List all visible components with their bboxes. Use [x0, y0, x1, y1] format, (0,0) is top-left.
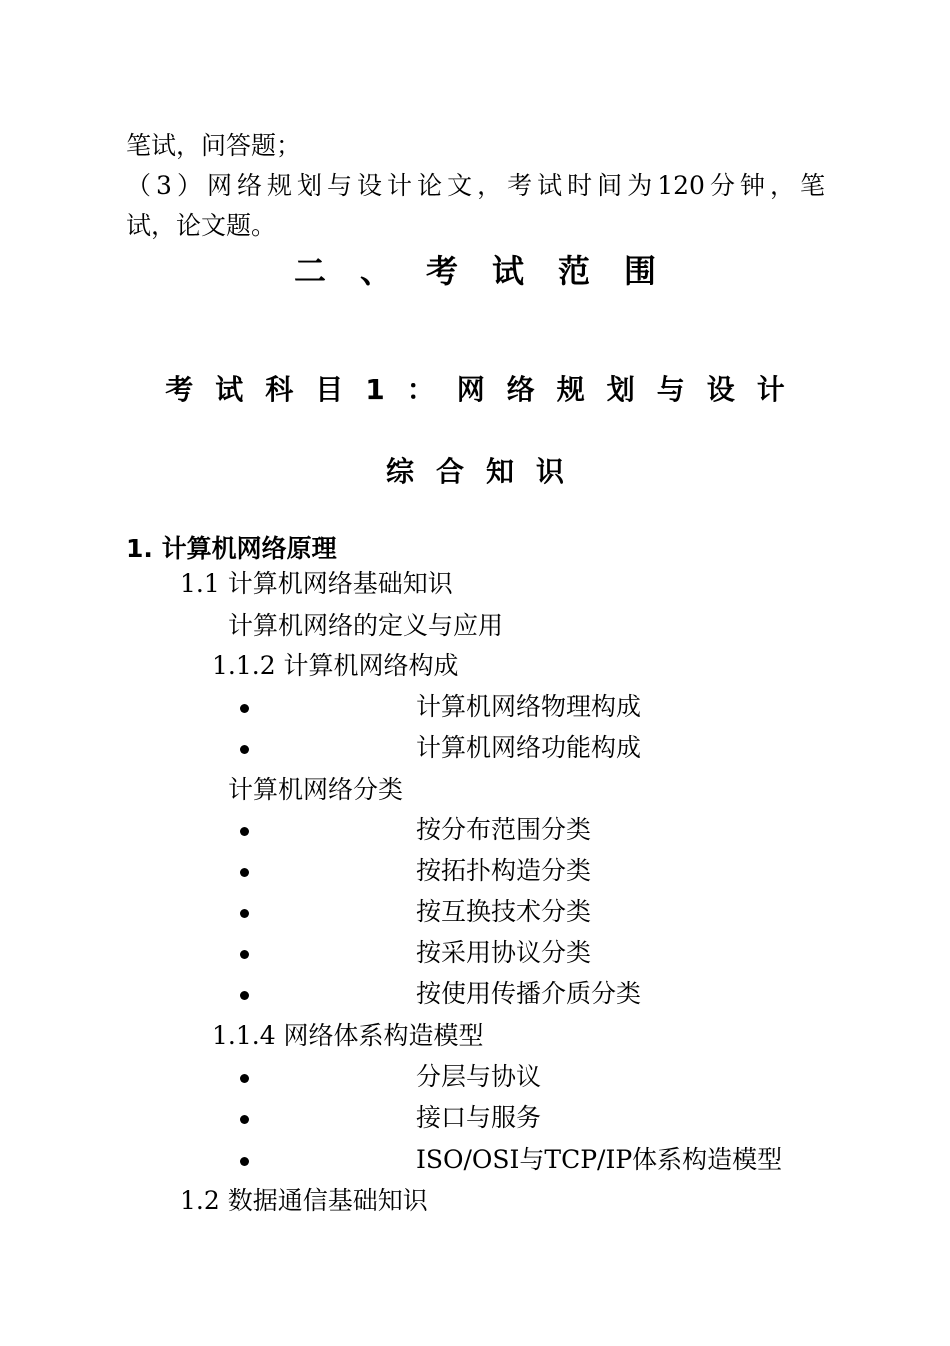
list-item	[0, 733, 950, 767]
list-item	[0, 938, 950, 972]
bullet-icon	[240, 1115, 249, 1124]
section-heading: 二、考试范围	[293, 252, 690, 290]
list-item-text: ISO/OSI与TCP/IP体系构造模型	[416, 1145, 783, 1174]
bullet-icon	[240, 1157, 249, 1166]
bullet-icon	[240, 827, 249, 836]
outline-section-1: 1. 计算机网络原理	[126, 534, 337, 563]
list-item	[0, 1062, 950, 1096]
subject-title-line-1: 考试科目1：网络规划与设计	[165, 373, 807, 406]
list-item-text: 计算机网络物理构成	[416, 692, 642, 721]
intro-line-1: 笔试，问答题；	[126, 131, 302, 160]
list-item-text: 接口与服务	[416, 1103, 542, 1132]
list-item-text: 按使用传播介质分类	[416, 979, 642, 1008]
list-item	[0, 856, 950, 890]
intro-line-3: 试，论文题。	[126, 211, 277, 240]
bullet-icon	[240, 704, 249, 713]
list-item	[0, 1145, 950, 1179]
list-item-text: 按采用协议分类	[416, 938, 592, 967]
bullet-icon	[240, 950, 249, 959]
subject-title-line-2: 综合知识	[385, 455, 586, 488]
bullet-icon	[240, 745, 249, 754]
bullet-icon	[240, 1074, 249, 1083]
outline-1-1-1: 计算机网络的定义与应用	[228, 611, 504, 640]
list-item	[0, 897, 950, 931]
list-item	[0, 979, 950, 1013]
outline-1-1-3: 计算机网络分类	[228, 775, 404, 804]
intro-line-2: （3）网络规划与设计论文，考试时间为120分钟，笔	[126, 171, 825, 200]
list-item-text: 按互换技术分类	[416, 897, 592, 926]
outline-1-1-4: 1.1.4 网络体系构造模型	[212, 1021, 484, 1050]
list-item	[0, 1103, 950, 1137]
bullet-icon	[240, 868, 249, 877]
list-item-text: 按分布范围分类	[416, 815, 592, 844]
bullet-icon	[240, 909, 249, 918]
list-item-text: 按拓扑构造分类	[416, 856, 592, 885]
outline-1-2: 1.2 数据通信基础知识	[180, 1186, 428, 1215]
list-item	[0, 692, 950, 726]
list-item	[0, 815, 950, 849]
list-item-text: 计算机网络功能构成	[416, 733, 642, 762]
bullet-icon	[240, 991, 249, 1000]
outline-1-1-2: 1.1.2 计算机网络构成	[212, 651, 459, 680]
outline-1-1: 1.1 计算机网络基础知识	[180, 569, 453, 598]
list-item-text: 分层与协议	[416, 1062, 542, 1091]
